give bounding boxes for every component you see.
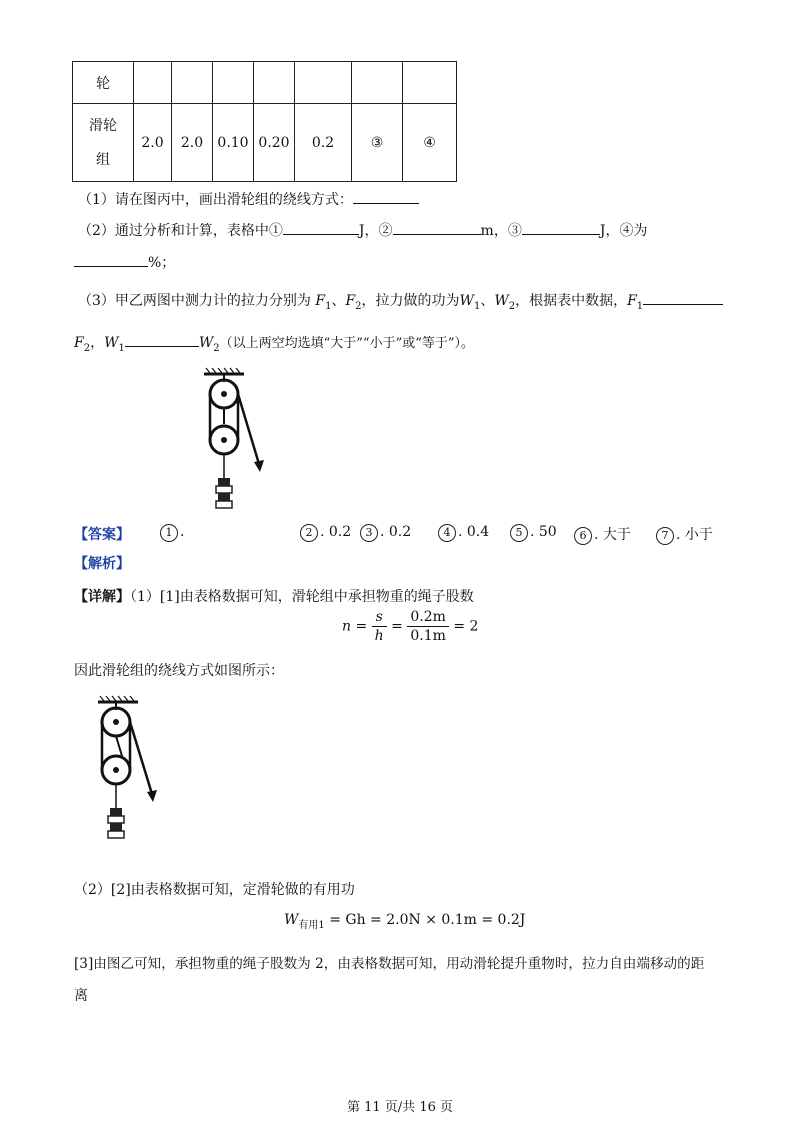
detail-p3: （2）[2]由表格数据可知，定滑轮做的有用功 xyxy=(74,882,355,898)
answer-blank xyxy=(353,189,419,204)
answer-item: 5 . 50 xyxy=(510,524,557,542)
table-row xyxy=(73,104,457,182)
analysis-label: 【解析】 xyxy=(74,556,130,572)
answer-item: 6 . 大于 xyxy=(574,524,631,545)
equation-w: $W_{有用1} = Gh = 2.0N \times 0.1m = 0.2J$ xyxy=(284,912,526,931)
question-1: （1）请在图丙中，画出滑轮组的绕线方式： xyxy=(78,189,419,209)
table-cell: 0.2 xyxy=(295,104,352,182)
question-3-cont: $F_2$，$W_1$ $W_2$（以上两空均选填“大于”“小于”或“等于”）。 xyxy=(74,332,474,354)
answer-line: 【答案】 xyxy=(74,527,130,543)
answer-item: 2 . 0.2 xyxy=(300,524,351,542)
table-row xyxy=(73,62,457,104)
table-cell: ③ xyxy=(352,104,403,182)
answer-item: 3 . 0.2 xyxy=(360,524,411,542)
detail-p2: 因此滑轮组的绕线方式如图所示： xyxy=(74,663,284,679)
table-cell: ④ xyxy=(403,104,457,182)
table-cell xyxy=(295,62,352,104)
answer-blank xyxy=(393,220,481,235)
question-3: （3）甲乙两图中测力计的拉力分别为 $F_1$、$F_2$，拉力做的功为$W_1$、$W_2$，根据表中数据，$F_1$ xyxy=(78,290,723,312)
detail-p4: [3]由图乙可知，承担物重的绳子股数为 2，由表格数据可知，用动滑轮提升重物时，拉力自由端移动的距 xyxy=(74,956,705,972)
pulley-diagram xyxy=(92,694,172,844)
question-2-cont: %； xyxy=(74,252,175,272)
answer-blank xyxy=(74,252,148,267)
table-cell: 滑轮 组 xyxy=(73,104,134,182)
answer-blank xyxy=(643,290,723,305)
answer-blank xyxy=(522,220,600,235)
table-cell xyxy=(254,62,295,104)
answer-blank xyxy=(125,332,199,347)
answer-item: 1 . xyxy=(160,524,184,542)
answer-blank xyxy=(283,220,359,235)
table-cell: 轮 xyxy=(73,62,134,104)
data-table xyxy=(72,61,457,182)
table-cell xyxy=(134,62,172,104)
table-cell: 0.10 xyxy=(213,104,254,182)
table-cell xyxy=(352,62,403,104)
table-cell xyxy=(172,62,213,104)
table-cell xyxy=(213,62,254,104)
page-footer: 第 11 页/共 16 页 xyxy=(347,1100,453,1115)
table-cell: 2.0 xyxy=(172,104,213,182)
detail-p1: 【详解】（1）[1]由表格数据可知，滑轮组中承担物重的绳子股数 xyxy=(74,589,474,605)
table-cell: 2.0 xyxy=(134,104,172,182)
answer-item: 7 . 小于 xyxy=(656,524,713,545)
answer-item: 4 . 0.4 xyxy=(438,524,489,542)
detail-p5: 离 xyxy=(74,988,88,1004)
pulley-diagram xyxy=(196,366,276,516)
equation-n: n = $\frac{s}{h}$ = $\frac{0.2m}{0.1m}$ = 2 xyxy=(342,609,479,644)
table-cell xyxy=(403,62,457,104)
question-2: （2）通过分析和计算，表格中① J，② m，③ J，④为 xyxy=(78,220,647,240)
table-cell: 0.20 xyxy=(254,104,295,182)
